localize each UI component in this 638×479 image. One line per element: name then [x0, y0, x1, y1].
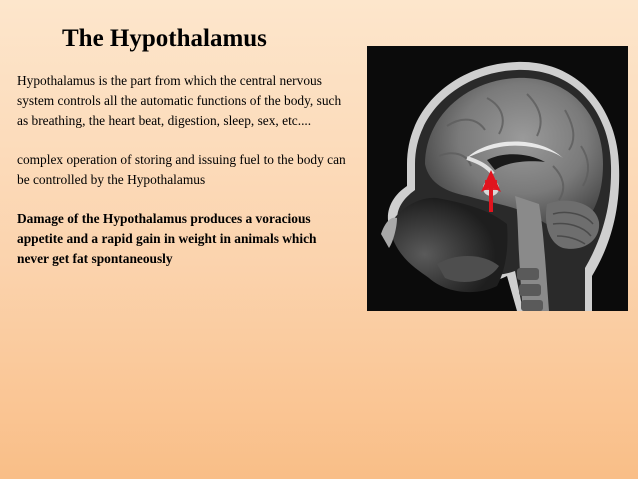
slide-body — [17, 71, 347, 269]
paragraph-fuel-control: complex operation of storing and issuing fuel to the body can be controlled by the Hypothalamus — [17, 152, 346, 187]
mri-image — [367, 46, 628, 311]
paragraph-damage-effects: Damage of the Hypothalamus produces a voracious appetite and a rapid gain in weight in animals which never get fat spontaneously — [17, 211, 317, 266]
slide-title: The Hypothalamus — [62, 25, 267, 52]
paragraph-hypothalamus-definition: Hypothalamus is the part from which the central nervous system controls all the automatic functions of the body, such as breathing, the heart beat, digestion, sleep, sex, etc.... — [17, 73, 342, 128]
